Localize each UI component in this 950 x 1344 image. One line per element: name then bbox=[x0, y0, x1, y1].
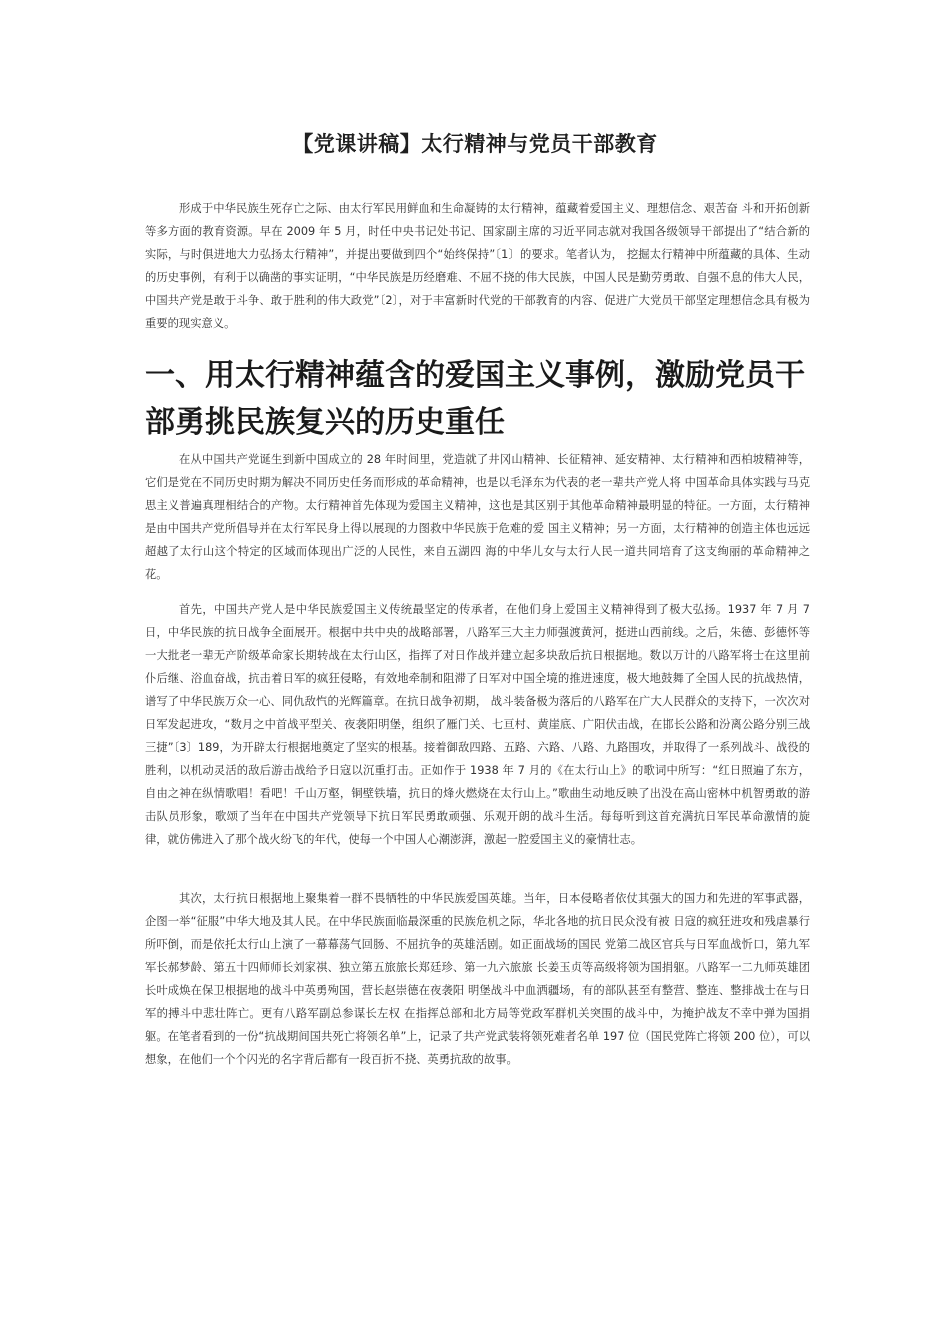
section-paragraph-3: 其次，太行抗日根据地上聚集着一群不畏牺牲的中华民族爱国英雄。当年，日本侵略者依仗其强大的国力和先进的军事武器，企图一举“征服”中华大地及其人民。在中华民族面临最深重的民族危机之际，华北各地的抗日民众没有被 日寇的疯狂进攻和残虐暴行所吓倒，而是依托太行山上演了一幕幕荡气回肠、不屈抗争的英雄活剧。如正面战场的国民 党第二战区官兵与日军血战忻口，第九军军长郝梦龄、第五十四师师长刘家祺、独立第五旅旅长郑廷珍、第一九六旅旅 长姜玉贞等高级将领为国捐躯。八路军一二九师英雄团长叶成焕在保卫根据地的战斗中英勇殉国，营长赵崇德在夜袭阳 明堡战斗中血洒疆场，有的部队甚至有整营、整连、整排战士在与日军的搏斗中悲壮阵亡。更有八路军副总参谋长左权 在指挥总部和北方局等党政军群机关突围的战斗中，为掩护战友不幸中弹为国捐躯。在笔者看到的一份“抗战期间国共死亡将领名单”上，记录了共产党武装将领死难者名单 197 位（国民党阵亡将领 200 位），可以想象，在他们一个个闪光的名字背后都有一段百折不挠、英勇抗敌的故事。 bbox=[145, 892, 810, 1066]
document-title: 【党课讲稿】太行精神与党员干部教育 bbox=[292, 132, 658, 156]
section-heading: 一、用太行精神蕴含的爱国主义事例，激励党员干部勇挑民族复兴的历史重任 bbox=[145, 358, 805, 440]
section-paragraph-1: 在从中国共产党诞生到新中国成立的 28 年时间里，党造就了井冈山精神、长征精神、延安精神、太行精神和西柏坡精神等，它们是党在不同历史时期为解决不同历史任务而形成的革命精神，也是以毛泽东为代表的老一辈共产党人将 中国革命具体实践与马克思主义普遍真理相结合的产物。太行精神首先体现为爱国主义精神，这也是其区别于其他革命精神最明显的特征。一方面，太行精神是由中国共产党所倡导并在太行军民身上得以展现的力图救中华民族于危难的爱 国主义精神；另一方面，太行精神的创造主体也远远超越了太行山这个特定的区域而体现出广泛的人民性，来自五湖四 海的中华儿女与太行人民一道共同培育了这支绚丽的革命精神之花。 bbox=[145, 453, 810, 581]
section-paragraph-2: 首先，中国共产党人是中华民族爱国主义传统最坚定的传承者，在他们身上爱国主义精神得到了极大弘扬。1937 年 7 月 7 日，中华民族的抗日战争全面展开。根据中共中央的战略部署，八路军三大主力师强渡黄河，挺进山西前线。之后，朱德、彭德怀等一大批老一辈无产阶级革命家长期转战在太行山区，指挥了对日作战并建立起多块敌后抗日根据地。数以万计的八路军将士在这里前仆后继、浴血奋战，抗击着日军的疯狂侵略，有效地牵制和阻滞了日军对中国全境的推进速度，极大地鼓舞了全国人民的抗战热情，谱写了中华民族万众一心、同仇敌忾的光辉篇章。在抗日战争初期， 战斗装备极为落后的八路军在广大人民群众的支持下，一次次对日军发起进攻，“数月之中首战平型关、夜袭阳明堡，组织了雁门关、七亘村、黄崖底、广阳伏击战，在邯长公路和汾离公路分别三战三捷”〔3〕189，为开辟太行根据地奠定了坚实的根基。接着御敌四路、五路、六路、八路、九路围攻，并取得了一系列战斗、战役的胜利，以机动灵活的敌后游击战给予日寇以沉重打击。正如作于 1938 年 7 月的《在太行山上》的歌词中所写：“红日照遍了东方，自由之神在纵情歌唱！看吧！千山万壑，铜壁铁墙，抗日的烽火燃烧在太行山上。”歌曲生动地反映了出没在高山密林中机智勇敢的游击队员形象，歌颂了当年在中国共产党领导下抗日军民勇敢顽强、乐观开朗的战斗生活。每每听到这首充满抗日军民革命激情的旋律，就仿佛进入了那个战火纷飞的年代，使每一个中国人心潮澎湃，激起一腔爱国主义的豪情壮志。 bbox=[145, 603, 810, 846]
intro-paragraph: 形成于中华民族生死存亡之际、由太行军民用鲜血和生命凝铸的太行精神，蕴藏着爱国主义、理想信念、艰苦奋 斗和开拓创新等多方面的教育资源。早在 2009 年 5 月，时任中央书记处书记、国家副主席的习近平同志就对我国各级领导干部提出了“结合新的实际，与时俱进地大力弘扬太行精神”，并提出要做到四个“始终保持”〔1〕的要求。笔者认为， 挖掘太行精神中所蕴藏的具体、生动的历史事例，有利于以确凿的事实证明，“中华民族是历经磨难、不屈不挠的伟大民族，中国人民是勤劳勇敢、自强不息的伟大人民，中国共产党是敢于斗争、敢于胜利的伟大政党”〔2〕，对于丰富新时代党的干部教育的内容、促进广大党员干部坚定理想信念具有极为重要的现实意义。 bbox=[145, 202, 810, 330]
